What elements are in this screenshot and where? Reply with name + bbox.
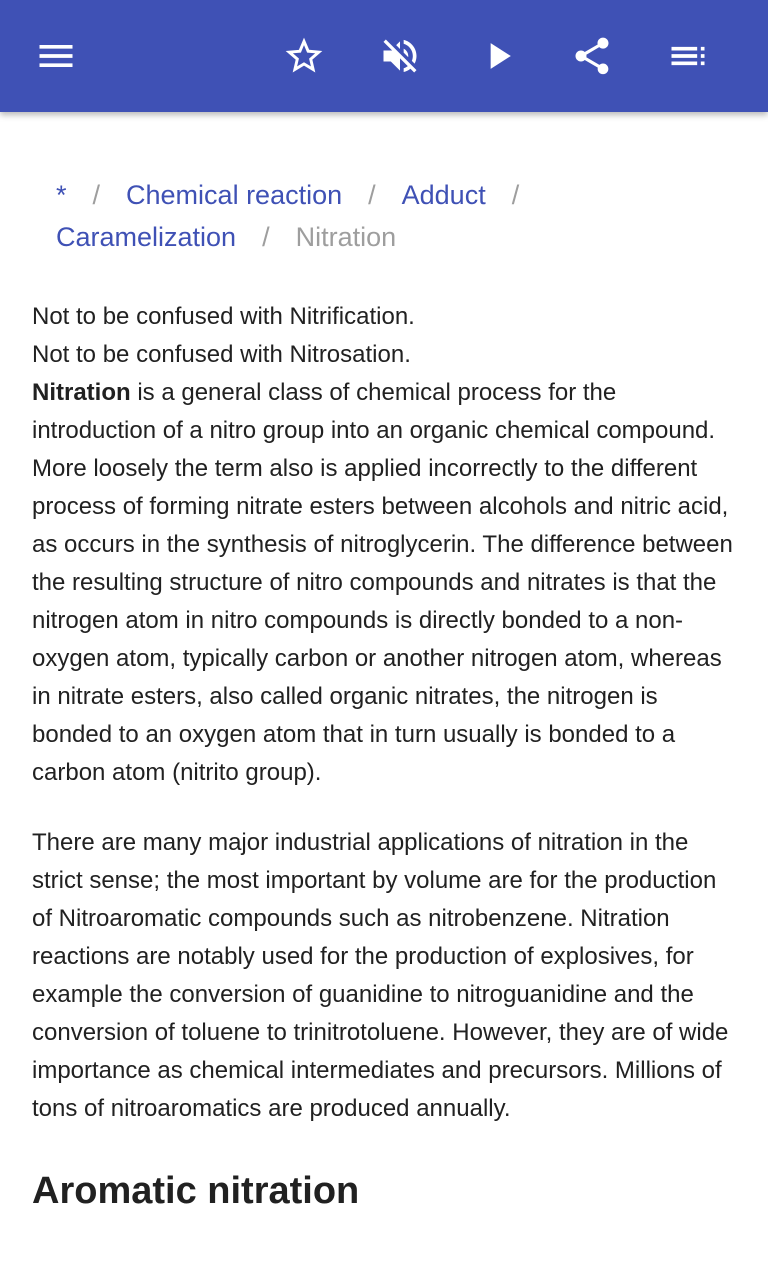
breadcrumb-item-adduct[interactable]: Adduct	[401, 180, 486, 210]
breadcrumb-item-chemical-reaction[interactable]: Chemical reaction	[126, 180, 343, 210]
breadcrumb-separator: /	[262, 222, 270, 252]
paragraph-spacer	[32, 792, 736, 824]
star-outline-icon	[282, 34, 326, 78]
share-icon	[570, 34, 614, 78]
menu-icon	[34, 34, 78, 78]
favorite-button[interactable]	[270, 22, 338, 90]
volume-off-icon	[378, 34, 422, 78]
section-heading-aromatic-nitration: Aromatic nitration	[32, 1170, 360, 1212]
intro-paragraph	[32, 374, 736, 792]
hatnote-nitrification: Not to be confused with Nitrification.	[32, 303, 415, 330]
applications-paragraph: There are many major industrial applications of nitration in the strict sense; the most important by volume are for the production of Nitroaromatic compounds such as nitrobenzene. Nitration reactions are notably used for the production of explosives, for example the conversion of guanidine to nitroguanidine and the conversion of toluene to trinitrotoluene. However, they are of wide importance as chemical intermediates and precursors. Millions of tons of nitroaromatics are produced annually.	[32, 829, 729, 1122]
article-term: Nitration	[32, 379, 131, 406]
breadcrumb-item-caramelization[interactable]: Caramelization	[56, 222, 237, 252]
article-body	[32, 298, 736, 1216]
page-content	[0, 112, 768, 1280]
play-icon	[476, 34, 520, 78]
breadcrumb-item-home[interactable]: *	[56, 180, 67, 210]
hatnote-nitrosation: Not to be confused with Nitrosation.	[32, 341, 411, 368]
play-button[interactable]	[464, 22, 532, 90]
mute-button[interactable]	[366, 22, 434, 90]
menu-button[interactable]	[22, 22, 90, 90]
breadcrumb-separator: /	[511, 180, 520, 210]
breadcrumb-current: Nitration	[295, 222, 397, 252]
breadcrumb	[56, 174, 736, 258]
share-button[interactable]	[558, 22, 626, 90]
table-of-contents-icon	[666, 34, 710, 78]
app-toolbar	[0, 0, 768, 112]
contents-button[interactable]	[654, 22, 722, 90]
intro-paragraph-text: is a general class of chemical process for the introduction of a nitro group into an organic chemical compound. More loosely the term also is applied incorrectly to the different process of forming nitrate esters between alcohols and nitric acid, as occurs in the synthesis of nitroglycerin. The difference between the resulting structure of nitro compounds and nitrates is that the nitrogen atom in nitro compounds is directly bonded to a non-oxygen atom, typically carbon or another nitrogen atom, whereas in nitrate esters, also called organic nitrates, the nitrogen is bonded to an oxygen atom that in turn usually is bonded to a carbon atom (nitrito group).	[32, 379, 733, 786]
breadcrumb-separator: /	[92, 180, 101, 210]
breadcrumb-separator: /	[368, 180, 376, 210]
